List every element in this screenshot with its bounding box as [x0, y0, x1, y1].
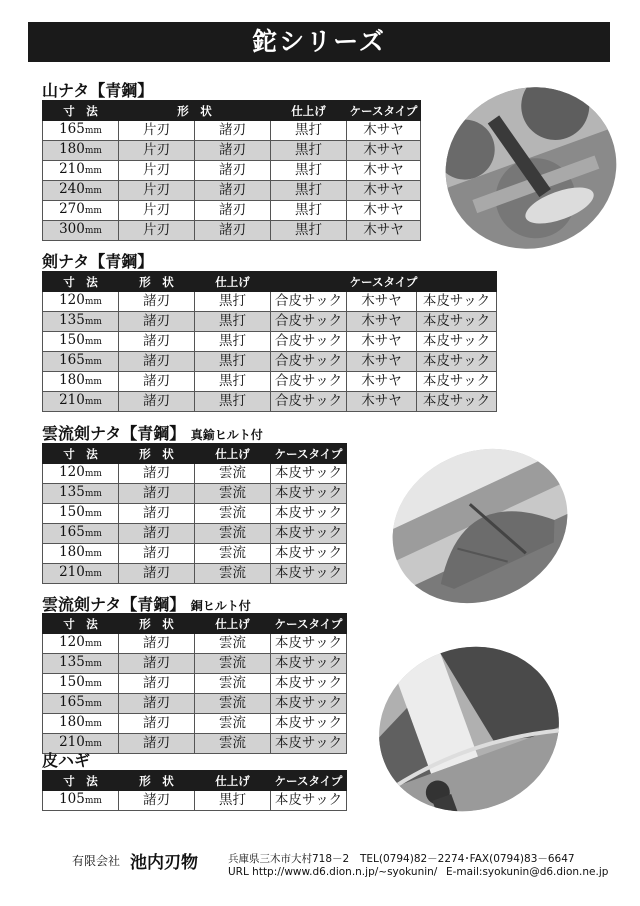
header-finish: 仕上げ [195, 444, 271, 464]
table-row [43, 544, 347, 564]
case-cell: 木サヤ [347, 121, 421, 141]
case-cell: 本皮サック [271, 544, 347, 564]
finish-cell: 雲流 [195, 714, 271, 734]
shape-cell: 諸刃 [119, 634, 195, 654]
unit-label: mm [84, 659, 102, 669]
section-title-text: 雲流剣ナタ【青鋼】 [42, 424, 186, 443]
case-cell: 合皮サック [271, 352, 347, 372]
table-row [43, 524, 347, 544]
header-case: ケースタイプ [271, 614, 347, 634]
finish-cell: 雲流 [195, 734, 271, 754]
unit-label: mm [84, 126, 102, 136]
series-banner: 鉈シリーズ [28, 22, 610, 62]
finish-cell: 黒打 [195, 791, 271, 811]
header-finish: 仕上げ [195, 771, 271, 791]
unit-label: mm [84, 529, 102, 539]
unit-label: mm [84, 166, 102, 176]
table-row [43, 634, 347, 654]
table-row [43, 312, 497, 332]
case-cell: 木サヤ [347, 141, 421, 161]
unit-label: mm [84, 377, 102, 387]
shape-cell: 片刃 [119, 141, 195, 161]
size-cell: 165mm [43, 694, 119, 714]
table-row [43, 464, 347, 484]
company-name: 池内刃物 [130, 853, 198, 873]
unit-label: mm [84, 317, 102, 327]
shape-cell: 諸刃 [119, 524, 195, 544]
shape-cell: 諸刃 [119, 352, 195, 372]
case-cell: 木サヤ [347, 312, 417, 332]
shape-cell: 諸刃 [195, 201, 271, 221]
header-shape: 形 状 [119, 444, 195, 464]
company-email-link[interactable]: E-mail:syokunin@d6.dion.ne.jp [446, 866, 609, 878]
shape-cell: 諸刃 [119, 714, 195, 734]
case-cell: 本皮サック [417, 312, 497, 332]
table-row [43, 332, 497, 352]
unit-label: mm [84, 226, 102, 236]
shape-cell: 諸刃 [119, 484, 195, 504]
shape-cell: 諸刃 [119, 654, 195, 674]
table-row [43, 201, 421, 221]
case-cell: 木サヤ [347, 292, 417, 312]
finish-cell: 雲流 [195, 544, 271, 564]
case-cell: 木サヤ [347, 181, 421, 201]
shape-cell: 諸刃 [119, 292, 195, 312]
finish-cell: 雲流 [195, 464, 271, 484]
size-cell: 210mm [43, 734, 119, 754]
shape-cell: 諸刃 [195, 161, 271, 181]
header-finish: 仕上げ [195, 614, 271, 634]
section-title-yama-nata: 山ナタ【青鋼】 [42, 81, 154, 100]
table-row [43, 564, 347, 584]
finish-cell: 雲流 [195, 634, 271, 654]
unit-label: mm [84, 679, 102, 689]
shape-cell: 諸刃 [119, 332, 195, 352]
case-cell: 本皮サック [271, 714, 347, 734]
size-cell: 150mm [43, 504, 119, 524]
shape-cell: 諸刃 [195, 181, 271, 201]
case-cell: 本皮サック [271, 634, 347, 654]
case-cell: 本皮サック [271, 564, 347, 584]
shape-cell: 諸刃 [119, 544, 195, 564]
size-cell: 180mm [43, 544, 119, 564]
section-title-unryu-brass [42, 421, 263, 444]
shape-cell: 諸刃 [119, 464, 195, 484]
finish-cell: 黒打 [271, 201, 347, 221]
header-size: 寸 法 [43, 272, 119, 292]
waterfall-fishing-photo [356, 622, 582, 836]
size-cell: 135mm [43, 654, 119, 674]
header-case: ケースタイプ [271, 444, 347, 464]
size-cell: 300mm [43, 221, 119, 241]
shape-cell: 片刃 [119, 121, 195, 141]
header-size: 寸 法 [43, 771, 119, 791]
header-shape: 形 状 [119, 272, 195, 292]
unit-label: mm [84, 357, 102, 367]
case-cell: 合皮サック [271, 292, 347, 312]
header-shape: 形 状 [119, 614, 195, 634]
finish-cell: 雲流 [195, 504, 271, 524]
shape-cell: 諸刃 [195, 121, 271, 141]
unit-label: mm [84, 549, 102, 559]
finish-cell: 黒打 [195, 332, 271, 352]
header-case: ケースタイプ [271, 272, 497, 292]
kawahagi-table [42, 770, 347, 811]
case-cell: 木サヤ [347, 392, 417, 412]
shape-cell: 諸刃 [119, 564, 195, 584]
table-row [43, 654, 347, 674]
section-note: 真鍮ヒルト付 [190, 428, 263, 442]
case-cell: 合皮サック [271, 392, 347, 412]
case-cell: 本皮サック [271, 524, 347, 544]
header-finish: 仕上げ [271, 101, 347, 121]
size-cell: 120mm [43, 464, 119, 484]
section-title-text: 雲流剣ナタ【青鋼】 [42, 595, 186, 614]
ken-nata-table [42, 271, 497, 412]
case-cell: 本皮サック [271, 504, 347, 524]
table-row [43, 714, 347, 734]
case-cell: 木サヤ [347, 332, 417, 352]
case-cell: 木サヤ [347, 352, 417, 372]
finish-cell: 雲流 [195, 654, 271, 674]
header-size: 寸 法 [43, 614, 119, 634]
forest-hatchet-photo [423, 63, 639, 272]
case-cell: 本皮サック [271, 674, 347, 694]
header-finish: 仕上げ [195, 272, 271, 292]
finish-cell: 黒打 [195, 352, 271, 372]
unit-label: mm [84, 206, 102, 216]
header-shape: 形 状 [119, 771, 195, 791]
size-cell: 210mm [43, 564, 119, 584]
unit-label: mm [84, 796, 102, 806]
unit-label: mm [84, 719, 102, 729]
shape-cell: 諸刃 [195, 221, 271, 241]
unit-label: mm [84, 146, 102, 156]
section-title-kawahagi: 皮ハギ [42, 751, 91, 770]
shape-cell: 諸刃 [119, 372, 195, 392]
unit-label: mm [84, 489, 102, 499]
size-cell: 180mm [43, 372, 119, 392]
table-row [43, 504, 347, 524]
table-row [43, 181, 421, 201]
case-cell: 本皮サック [417, 332, 497, 352]
unit-label: mm [84, 699, 102, 709]
case-cell: 合皮サック [271, 372, 347, 392]
size-cell: 240mm [43, 181, 119, 201]
case-cell: 合皮サック [271, 332, 347, 352]
table-row [43, 484, 347, 504]
table-row [43, 352, 497, 372]
finish-cell: 黒打 [195, 392, 271, 412]
finish-cell: 雲流 [195, 694, 271, 714]
unryu-copper-table [42, 613, 347, 754]
case-cell: 本皮サック [271, 734, 347, 754]
header-size: 寸 法 [43, 444, 119, 464]
shape-cell: 諸刃 [119, 392, 195, 412]
finish-cell: 雲流 [195, 524, 271, 544]
shape-cell: 片刃 [119, 161, 195, 181]
shape-cell: 片刃 [119, 221, 195, 241]
finish-cell: 黒打 [271, 221, 347, 241]
table-row [43, 674, 347, 694]
shape-cell: 諸刃 [119, 694, 195, 714]
size-cell: 120mm [43, 292, 119, 312]
size-cell: 135mm [43, 312, 119, 332]
shape-cell: 片刃 [119, 201, 195, 221]
case-cell: 本皮サック [417, 372, 497, 392]
header-size: 寸 法 [43, 101, 119, 121]
section-note: 銅ヒルト付 [190, 599, 251, 613]
size-cell: 105mm [43, 791, 119, 811]
case-cell: 本皮サック [417, 352, 497, 372]
shape-cell: 諸刃 [119, 504, 195, 524]
unit-label: mm [84, 337, 102, 347]
size-cell: 210mm [43, 161, 119, 181]
table-row [43, 372, 497, 392]
shape-cell: 諸刃 [195, 141, 271, 161]
unit-label: mm [84, 639, 102, 649]
finish-cell: 黒打 [271, 121, 347, 141]
table-row [43, 161, 421, 181]
finish-cell: 黒打 [195, 312, 271, 332]
finish-cell: 黒打 [195, 292, 271, 312]
unit-label: mm [84, 397, 102, 407]
unit-label: mm [84, 469, 102, 479]
size-cell: 180mm [43, 141, 119, 161]
finish-cell: 黒打 [271, 181, 347, 201]
table-row [43, 791, 347, 811]
size-cell: 135mm [43, 484, 119, 504]
finish-cell: 雲流 [195, 484, 271, 504]
header-shape: 形 状 [119, 101, 271, 121]
size-cell: 165mm [43, 352, 119, 372]
table-row [43, 694, 347, 714]
table-row [43, 392, 497, 412]
unit-label: mm [84, 186, 102, 196]
size-cell: 150mm [43, 674, 119, 694]
yama-nata-table [42, 100, 421, 241]
size-cell: 210mm [43, 392, 119, 412]
case-cell: 木サヤ [347, 221, 421, 241]
size-cell: 165mm [43, 121, 119, 141]
header-case: ケースタイプ [271, 771, 347, 791]
finish-cell: 黒打 [195, 372, 271, 392]
case-cell: 木サヤ [347, 161, 421, 181]
unit-label: mm [84, 297, 102, 307]
finish-cell: 黒打 [271, 141, 347, 161]
table-row [43, 141, 421, 161]
case-cell: 本皮サック [417, 292, 497, 312]
case-cell: 合皮サック [271, 312, 347, 332]
shape-cell: 諸刃 [119, 734, 195, 754]
unryu-brass-table [42, 443, 347, 584]
size-cell: 180mm [43, 714, 119, 734]
case-cell: 本皮サック [271, 464, 347, 484]
section-title-ken-nata: 剣ナタ【青鋼】 [42, 252, 154, 271]
unit-label: mm [84, 569, 102, 579]
header-case: ケースタイプ [347, 101, 421, 121]
section-title-unryu-copper [42, 592, 251, 615]
shape-cell: 諸刃 [119, 791, 195, 811]
unit-label: mm [84, 509, 102, 519]
case-cell: 木サヤ [347, 201, 421, 221]
tent-photo [367, 421, 593, 631]
case-cell: 木サヤ [347, 372, 417, 392]
shape-cell: 諸刃 [119, 674, 195, 694]
size-cell: 120mm [43, 634, 119, 654]
table-row [43, 121, 421, 141]
case-cell: 本皮サック [271, 484, 347, 504]
shape-cell: 諸刃 [119, 312, 195, 332]
finish-cell: 雲流 [195, 674, 271, 694]
table-row [43, 292, 497, 312]
company-address: 兵庫県三木市大村718－2 [228, 853, 350, 865]
case-cell: 本皮サック [271, 791, 347, 811]
size-cell: 150mm [43, 332, 119, 352]
company-prefix: 有限会社 [72, 854, 121, 868]
finish-cell: 黒打 [271, 161, 347, 181]
case-cell: 本皮サック [417, 392, 497, 412]
company-url-link[interactable]: URL http://www.d6.dion.n.jp/~syokunin/ [228, 866, 438, 878]
size-cell: 270mm [43, 201, 119, 221]
case-cell: 本皮サック [271, 654, 347, 674]
shape-cell: 片刃 [119, 181, 195, 201]
company-tel-fax: TEL(0794)82－2274･FAX(0794)83－6647 [360, 853, 575, 865]
finish-cell: 雲流 [195, 564, 271, 584]
table-row [43, 221, 421, 241]
case-cell: 本皮サック [271, 694, 347, 714]
unit-label: mm [84, 739, 102, 749]
size-cell: 165mm [43, 524, 119, 544]
